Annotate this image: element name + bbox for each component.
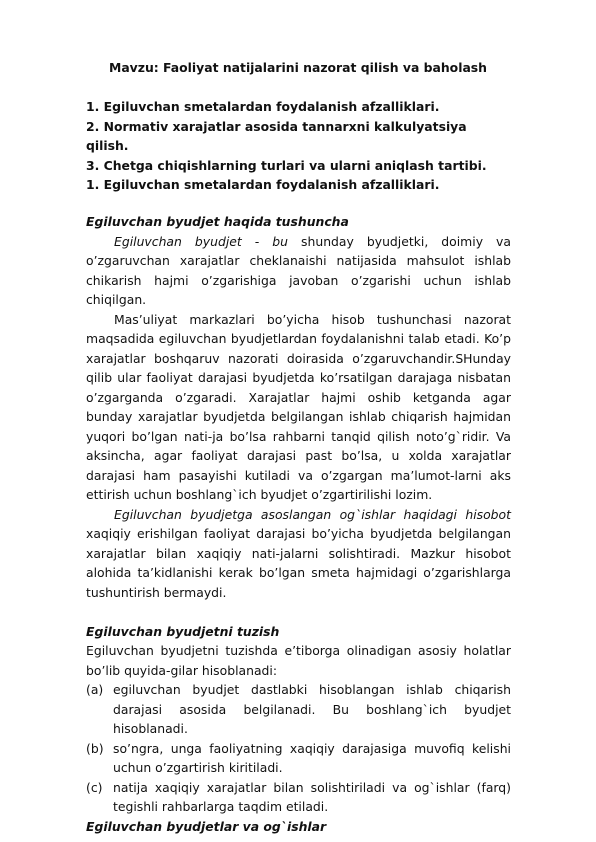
list-item (86, 778, 511, 817)
list-item (86, 680, 511, 739)
list-marker: (a) (86, 682, 104, 697)
paragraph-variance-report (86, 505, 511, 603)
plan-item-2: 2. Normativ xarajatlar asosida tannarxni kalkulyatsiya qilish. (86, 118, 467, 153)
blank-line (86, 602, 511, 622)
list-item-text: natija xaqiqiy xarajatlar bilan solishtiriladi va og`ishlar (farq) tegishli rahbarlarga taqdim etiladi. (113, 779, 511, 814)
list-item-text: egiluvchan byudjet dastlabki hisoblangan ishlab chiqarish darajasi asosida belgilanadi. Bu boshlang`ich byudjet hisoblanadi. (113, 682, 511, 736)
list-item-text: so’ngra, unga faoliyatning xaqiqiy darajasiga muvofiq kelishi uchun o’zgartirish kiritiladi. (113, 740, 511, 775)
section-1-heading: 1. Egiluvchan smetalardan foydalanish afzalliklari. (86, 177, 440, 192)
section-1-heading-block (86, 175, 511, 195)
list-item (86, 739, 511, 778)
section-body (86, 212, 511, 836)
paragraph-responsibility: Mas’uliyat markazlari bo’yicha hisob tushunchasi nazorat maqsadida egiluvchan byudjetlardan foydalanishni talab etadi. Ko’p xarajatlar boshqaruv nazorati doirasida o’zgaruvchandir.SHunday qilib ular faoliyat darajasi byudjetda ko’rsatilgan darajaga nisbatan o’zgarganda o’zgaradi. Xarajatlar hajmi oshib ketganda agar bunday xarajatlar byudjetda belgilangan ishlab chiqarish hajmidan yuqori bo’lgan nati-ja bo’lsa rahbarni tanqid qilish noto’g`ridir. Va aksincha, agar faoliyat darajasi past bo’lsa, u xolda xarajatlar darajasi ham pasayishi kutiladi va o’zgargan ma’lumot-larni aks ettirish uchun boshlang`ich byudjet o’zgartirilishi lozim. (86, 311, 511, 502)
definition-lead: Egiluvchan byudjet - bu (114, 233, 288, 249)
plan-item-1: 1. Egiluvchan smetalardan foydalanish afzalliklari. (86, 99, 440, 114)
variance-report-text: xaqiqiy erishilgan faoliyat darajasi bo’yicha byudjetda belgilangan xarajatlar bilan xaqiqiy nati-jalarni solishtiradi. Mazkur hisobot alohida ta’kidlanishi kerak bo’lgan smeta hajmidagi o’zgarishlarga tushuntirish bermaydi. (86, 526, 511, 600)
paragraph-definition (86, 232, 511, 310)
plan-list (86, 97, 511, 175)
page-title: Mavzu: Faoliyat natijalarini nazorat qilish va baholash (108, 60, 488, 75)
paragraph-preparation: Egiluvchan byudjetni tuzishda e’tiborga olinadigan asosiy holatlar bo’lib quyida-gilar hisoblanadi: (86, 643, 511, 678)
plan-item-3: 3. Chetga chiqishlarning turlari va ularni aniqlash tartibi. (86, 157, 487, 173)
subheading-budgets-variances: Egiluvchan byudjetlar va og`ishlar (86, 818, 327, 834)
list-marker: (b) (86, 740, 104, 756)
variance-report-lead: Egiluvchan byudjetga asoslangan og`ishlar haqidagi hisobot (114, 506, 511, 522)
subheading-budget-preparation: Egiluvchan byudjetni tuzish (86, 623, 280, 639)
subheading-flexible-budget: Egiluvchan byudjet haqida tushuncha (86, 214, 349, 229)
list-marker: (c) (86, 779, 103, 795)
definition-text: shunday byudjetki, doimiy va o’zgaruvchan xarajatlar cheklanaishi natijasida mahsulot ishlab chikarish hajmi o’zgarishiga javoban o’zgarishi uchun ishlab chiqilgan. (86, 233, 511, 307)
